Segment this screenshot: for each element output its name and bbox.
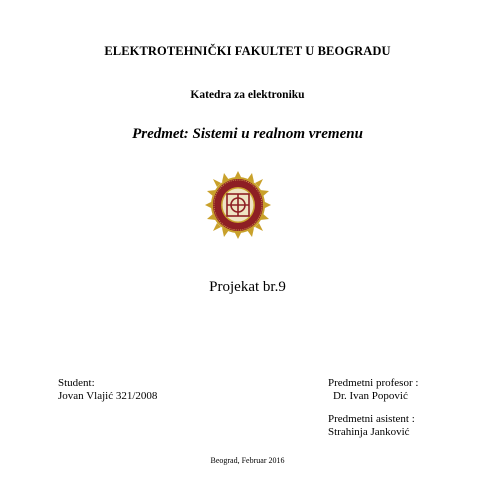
assistant-name: Strahinja Janković [328,426,410,438]
faculty-title: ELEKTROTEHNIČKI FAKULTET U BEOGRADU [104,44,391,58]
assistant-label: Predmetni asistent : [328,413,415,425]
professor-name: Dr. Ivan Popović [333,390,408,402]
subject-title: Predmet: Sistemi u realnom vremenu [132,126,363,142]
student-name: Jovan Vlajić 321/2008 [58,390,158,402]
professor-label: Predmetni profesor : [328,377,419,389]
department-title: Katedra za elektroniku [190,89,305,101]
place-date: Beograd, Februar 2016 [210,456,285,465]
student-label: Student: [58,377,95,389]
project-title: Projekat br.9 [209,279,286,295]
faculty-seal-icon [205,171,271,239]
